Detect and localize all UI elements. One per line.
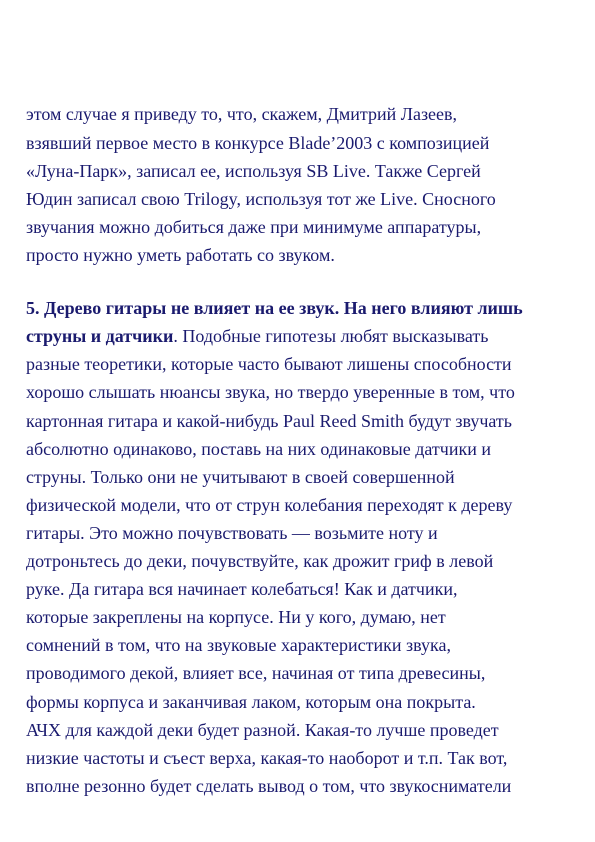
paragraph-2-line-8: дотроньтесь до деки, почувствуйте, как дрожит гриф в левой bbox=[26, 551, 494, 571]
section-heading-bold-text: струны и датчики bbox=[26, 326, 174, 346]
paragraph-1-line-1: этом случае я приведу то, что, скажем, Дмитрий Лазеев, bbox=[26, 104, 458, 124]
paragraph-2-line-1: разные теоретики, которые часто бывают лишены способности bbox=[26, 354, 512, 374]
paragraph-2-line-3: картонная гитара и какой-нибудь Paul Reed Smith будут звучать bbox=[26, 411, 512, 431]
paragraph-1-line-6: просто нужно уметь работать со звуком. bbox=[26, 245, 335, 265]
paragraph-2-line-16: вполне резонно будет сделать вывод о том, что звукосниматели bbox=[26, 776, 512, 796]
paragraph-2-line-14: АЧХ для каждой деки будет разной. Какая-то лучше проведет bbox=[26, 720, 499, 740]
paragraph-2-line-4: абсолютно одинаково, поставь на них одинаковые датчики и bbox=[26, 439, 491, 459]
paragraph-2-line-12: проводимого декой, влияет все, начиная от типа древесины, bbox=[26, 663, 486, 683]
paragraph-2-line-13: формы корпуса и заканчивая лаком, которым она покрыта. bbox=[26, 692, 476, 712]
paragraph-2-line-2: хорошо слышать нюансы звука, но твердо уверенные в том, что bbox=[26, 382, 515, 402]
paragraph-1-line-2: взявший первое место в конкурсе Blade’2003 с композицией bbox=[26, 133, 490, 153]
section-heading-line-1: 5. Дерево гитары не влияет на ее звук. На него влияют лишь bbox=[26, 298, 523, 318]
section-heading-line-2 bbox=[26, 325, 488, 347]
paragraph-2-line-6: физической модели, что от струн колебания переходят к дереву bbox=[26, 495, 513, 515]
paragraph-2-line-11: сомнений в том, что на звуковые характеристики звука, bbox=[26, 635, 452, 655]
paragraph-1-line-4: Юдин записал свою Trilogy, используя тот же Live. Сносного bbox=[26, 189, 496, 209]
paragraph-1-line-5: звучания можно добиться даже при минимуме аппаратуры, bbox=[26, 217, 482, 237]
paragraph-2-line-9: руке. Да гитара вся начинает колебаться! Как и датчики, bbox=[26, 579, 458, 599]
paragraph-2-line-5: струны. Только они не учитывают в своей совершенной bbox=[26, 467, 455, 487]
paragraph-2-line-10: которые закреплены на корпусе. Ни у кого, думаю, нет bbox=[26, 607, 446, 627]
paragraph-2-line-15: низкие частоты и съест верха, какая-то наоборот и т.п. Так вот, bbox=[26, 748, 508, 768]
paragraph-1-line-3: «Луна-Парк», записал ее, используя SB Live. Также Сергей bbox=[26, 161, 481, 181]
section-heading-rest-text: . Подобные гипотезы любят высказывать bbox=[173, 326, 489, 346]
paragraph-2-line-7: гитары. Это можно почувствовать — возьмите ноту и bbox=[26, 523, 438, 543]
